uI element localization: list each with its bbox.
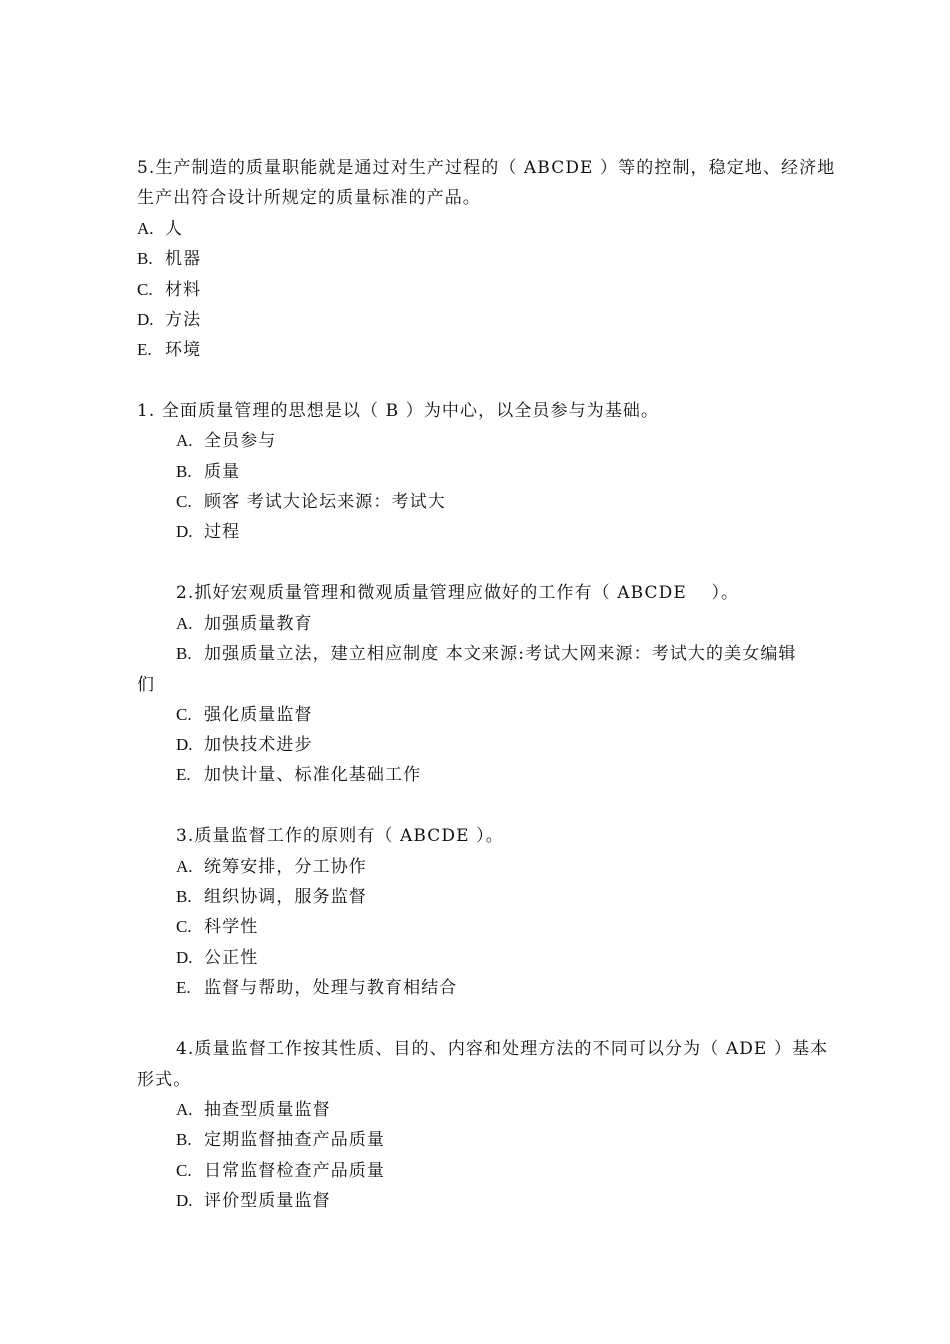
option-text: 加快计量、标准化基础工作 (204, 765, 422, 785)
q5-option-e (137, 335, 201, 365)
option-key: D. (176, 1191, 193, 1210)
option-key: E. (137, 340, 152, 359)
option-key: A. (176, 1100, 193, 1119)
option-text: 质量 (204, 462, 241, 482)
q3-option-b (176, 882, 367, 912)
option-key: C. (176, 1161, 192, 1180)
q3-option-d (176, 943, 258, 973)
option-key: B. (176, 462, 192, 481)
option-text: 加快技术进步 (204, 735, 313, 755)
q3-stem-line1: 3.质量监督工作的原则有（ ABCDE ）。 (176, 826, 504, 846)
option-text: 方法 (165, 310, 202, 330)
q1-option-a (176, 426, 276, 456)
option-text: 环境 (165, 340, 202, 360)
option-text: 组织协调，服务监督 (204, 887, 367, 907)
option-text: 机器 (165, 249, 202, 269)
option-key: E. (176, 978, 191, 997)
q1-stem-line1: 1. 全面质量管理的思想是以（ B ）为中心，以全员参与为基础。 (137, 401, 660, 421)
q4-option-a (176, 1095, 331, 1125)
q2-option-b (176, 639, 797, 669)
option-key: A. (176, 614, 193, 633)
q3-option-c (176, 912, 258, 942)
option-key: A. (137, 219, 154, 238)
option-text: 人 (165, 219, 184, 239)
option-text: 顾客 考试大论坛来源：考试大 (204, 492, 446, 512)
option-key: B. (137, 249, 153, 268)
option-key: B. (176, 887, 192, 906)
q2-stem-line1: 2.抓好宏观质量管理和微观质量管理应做好的工作有（ ABCDE ）。 (176, 583, 740, 603)
option-key: D. (176, 948, 193, 967)
q4-stem-line2: 形式。 (137, 1070, 192, 1090)
option-text: 公正性 (204, 948, 259, 968)
option-text: 统筹安排，分工协作 (204, 857, 367, 877)
q3-option-e (176, 973, 457, 1003)
option-key: A. (176, 857, 193, 876)
option-key: B. (176, 1130, 192, 1149)
q3-option-a (176, 852, 367, 882)
option-text: 全员参与 (204, 431, 277, 451)
option-key: D. (176, 735, 193, 754)
option-text: 评价型质量监督 (204, 1191, 331, 1211)
q2-option-b-wrap: 们 (137, 675, 156, 695)
q2-option-e (176, 760, 421, 790)
option-text: 强化质量监督 (204, 705, 313, 725)
q5-stem-line1: 5.生产制造的质量职能就是通过对生产过程的（ ABCDE ）等的控制，稳定地、经济地 (137, 158, 836, 178)
q5-option-c (137, 275, 201, 305)
option-text: 抽查型质量监督 (204, 1100, 331, 1120)
q2-option-d (176, 730, 313, 760)
q5-option-d (137, 305, 201, 335)
q1-option-b (176, 457, 240, 487)
q1-option-c (176, 487, 446, 517)
option-key: D. (176, 522, 193, 541)
option-key: C. (176, 492, 192, 511)
option-text: 定期监督抽查产品质量 (204, 1130, 385, 1150)
q4-option-b (176, 1125, 385, 1155)
q4-option-c (176, 1156, 385, 1186)
option-key: C. (137, 280, 153, 299)
q5-option-a (137, 214, 183, 244)
q1-option-d (176, 517, 240, 547)
option-text: 过程 (204, 522, 241, 542)
option-key: E. (176, 765, 191, 784)
option-text: 加强质量立法，建立相应制度 本文来源:考试大网来源：考试大的美女编辑 (204, 644, 797, 664)
option-text: 加强质量教育 (204, 614, 313, 634)
q4-option-d (176, 1186, 331, 1216)
q2-option-a (176, 609, 313, 639)
option-key: B. (176, 644, 192, 663)
q2-option-c (176, 700, 313, 730)
option-key: A. (176, 431, 193, 450)
q5-stem-line2: 生产出符合设计所规定的质量标准的产品。 (137, 188, 481, 208)
q5-option-b (137, 244, 201, 274)
option-text: 科学性 (204, 917, 259, 937)
option-key: D. (137, 310, 154, 329)
option-key: C. (176, 705, 192, 724)
option-text: 材料 (165, 280, 202, 300)
option-key: C. (176, 917, 192, 936)
option-text: 监督与帮助，处理与教育相结合 (204, 978, 458, 998)
q4-stem-line1: 4.质量监督工作按其性质、目的、内容和处理方法的不同可以分为（ ADE ）基本 (176, 1039, 829, 1059)
option-text: 日常监督检查产品质量 (204, 1161, 385, 1181)
